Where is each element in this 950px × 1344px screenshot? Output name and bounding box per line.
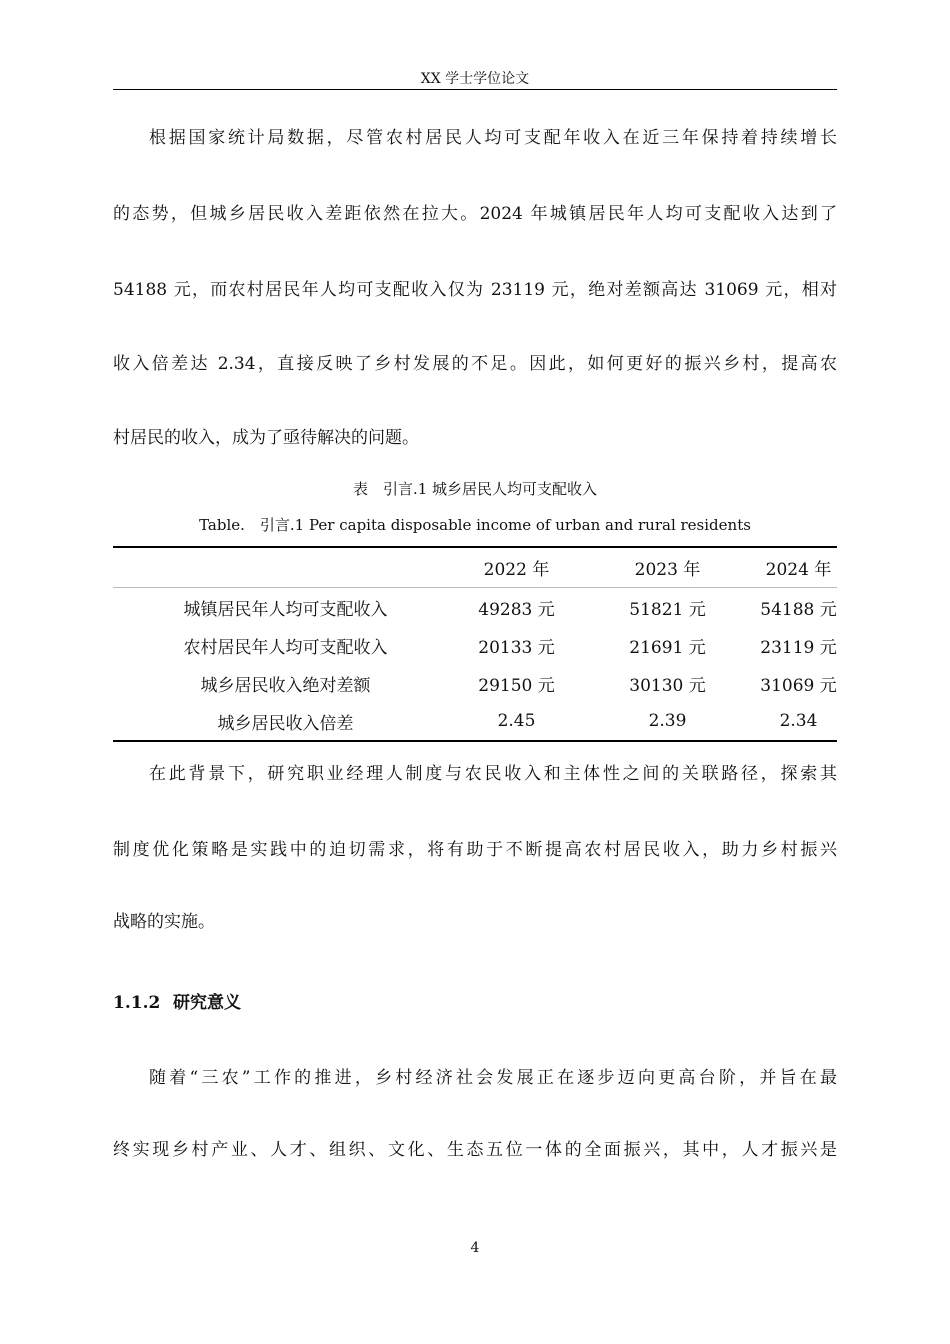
table-caption-chinese: 表 引言.1 城乡居民人均可支配收入 (352, 480, 598, 498)
section-number: 1.1.2 (113, 993, 161, 1013)
text-line: 战略的实施。 (113, 912, 215, 932)
row-label: 农村居民年人均可支配收入 (183, 637, 388, 658)
row-label: 城镇居民年人均可支配收入 (183, 599, 388, 620)
table-row (113, 626, 837, 664)
text-line: 的态势，但城乡居民收入差距依然在拉大。2024 年城镇居民年人均可支配收入达到了 (113, 204, 837, 224)
table-header-row (113, 547, 837, 588)
table-cell: 31069 元 (760, 675, 837, 696)
text-line: 随着“三农”工作的推进，乡村经济社会发展正在逐步迈向更高台阶，并旨在最 (149, 1068, 837, 1088)
table-cell: 23119 元 (760, 637, 837, 658)
table-row (113, 588, 837, 627)
table-cell: 30130 元 (629, 675, 706, 696)
text-line: 在此背景下，研究职业经理人制度与农民收入和主体性之间的关联路径，探索其 (149, 764, 837, 784)
income-table (113, 546, 837, 742)
text-line: 村居民的收入，成为了亟待解决的问题。 (113, 428, 419, 448)
table-cell: 21691 元 (629, 637, 706, 658)
table-cell: 54188 元 (760, 599, 837, 620)
table-cell: 49283 元 (478, 599, 555, 620)
header-cell (113, 547, 458, 588)
table-row (113, 702, 837, 741)
header-cell: 2022 年 (483, 560, 550, 580)
text-line: 制度优化策略是实践中的迫切需求，将有助于不断提高农村居民收入，助力乡村振兴 (113, 840, 837, 860)
table-cell: 20133 元 (478, 637, 555, 658)
row-label: 城乡居民收入绝对差额 (200, 675, 371, 696)
text-line: 收入倍差达 2.34，直接反映了乡村发展的不足。因此，如何更好的振兴乡村，提高农 (113, 354, 837, 374)
running-header: XX 学士学位论文 (113, 70, 837, 90)
table-cell: 2.39 (648, 711, 687, 731)
header-cell: 2023 年 (634, 560, 701, 580)
header-cell: 2024 年 (765, 560, 832, 580)
text-line: 54188 元，而农村居民年人均可支配收入仅为 23119 元，绝对差额高达 31069 元，相对 (113, 280, 837, 300)
row-label: 城乡居民收入倍差 (217, 713, 354, 734)
table-row (113, 664, 837, 702)
page-number: 4 (470, 1240, 480, 1256)
text-line: 终实现乡村产业、人才、组织、文化、生态五位一体的全面振兴，其中，人才振兴是 (113, 1140, 837, 1160)
section-heading (113, 988, 241, 1013)
table-cell: 51821 元 (629, 599, 706, 620)
table-caption-english: Table. 引言.1 Per capita disposable income of urban and rural residents (199, 516, 751, 534)
text-line: 根据国家统计局数据，尽管农村居民人均可支配年收入在近三年保持着持续增长 (149, 128, 837, 148)
section-title: 研究意义 (173, 993, 241, 1013)
table-cell: 29150 元 (478, 675, 555, 696)
table-cell: 2.34 (779, 711, 818, 731)
table-cell: 2.45 (497, 711, 536, 731)
